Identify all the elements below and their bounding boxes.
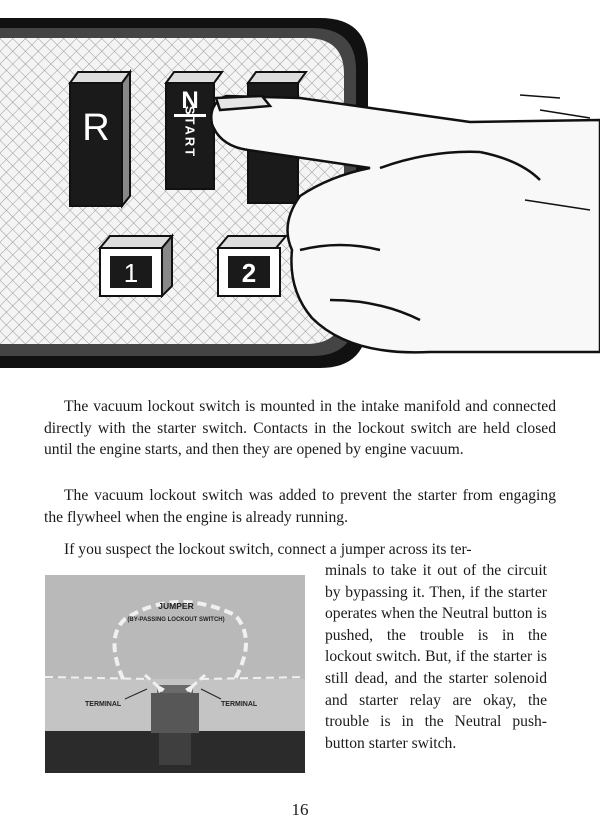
terminal-left-label: TERMINAL <box>85 701 122 708</box>
page-number: 16 <box>291 800 309 819</box>
paragraph-2: The vacuum lockout switch was added to prevent the starter from engaging the flywheel when the engine is already running. <box>44 487 556 526</box>
jumper-label: JUMPER <box>158 601 194 611</box>
first-gear-button <box>100 236 172 296</box>
button-2-label: 2 <box>241 258 257 288</box>
button-start-label: START <box>182 105 198 159</box>
second-gear-button <box>218 236 286 296</box>
push-button-illustration <box>0 0 600 382</box>
jumper-sublabel: (BY-PASSING LOCKOUT SWITCH) <box>127 617 225 623</box>
paragraph-1: The vacuum lockout switch is mounted in the intake manifold and connected directly with the starter switch. Contacts in the lockout switch are held closed until the engine starts, and then they are opened by engine vacuum. <box>44 398 556 458</box>
button-r-label: R <box>82 107 110 149</box>
lockout-switch-figure <box>45 575 305 773</box>
paragraph-3-continuation: minals to take it out of the circuit by bypassing it. Then, if the starter operates when the Neutral button is pushed, the trouble is in the lockout switch. But, if the starter is still dead, and the starter solenoid and starter relay are okay, the trouble is in the Neutral push-button starter switch. <box>325 562 547 752</box>
reverse-button <box>70 72 130 206</box>
paragraph-3-first-line: If you suspect the lockout switch, connect a jumper across its ter- <box>64 541 472 558</box>
terminal-right-label: TERMINAL <box>221 701 258 708</box>
button-1-label: 1 <box>123 258 139 288</box>
button-n-label: N <box>181 87 199 114</box>
